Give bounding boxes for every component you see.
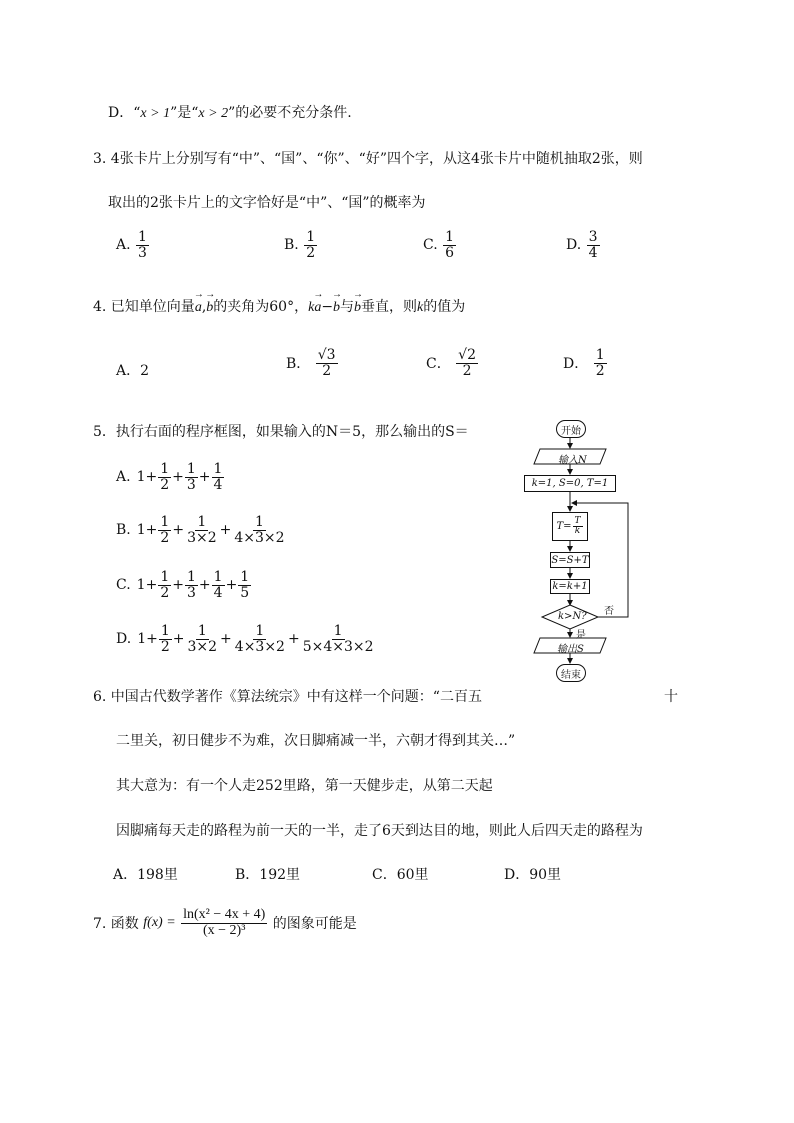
- fraction: [304, 230, 317, 260]
- q7-stem: [93, 908, 357, 938]
- option-label: A.: [116, 237, 131, 254]
- numerator: 1: [138, 229, 147, 245]
- plus-sign: +: [287, 631, 300, 648]
- q6-line1: 6. 中国古代数学著作《算法统宗》中有这样一个问题：“二百五: [93, 689, 482, 705]
- denominator: 2: [160, 476, 170, 493]
- fraction: [158, 570, 171, 600]
- denominator: 2: [322, 362, 332, 379]
- flowchart-start: 开始: [556, 420, 586, 438]
- plus-sign: +: [146, 631, 158, 648]
- option-value: 2: [140, 363, 150, 379]
- vector-b: → b: [333, 300, 340, 315]
- function-fraction: [181, 908, 267, 938]
- denominator: 2: [160, 638, 170, 655]
- numerator: 1: [213, 461, 223, 477]
- fraction: [158, 515, 171, 545]
- numerator: 1: [186, 569, 196, 585]
- fraction: [136, 230, 149, 260]
- q4-option-c: [426, 348, 479, 378]
- numerator: 1: [254, 514, 264, 530]
- q6-line3: 其大意为：有一个人走252里路，第一天健步走，从第二天起: [116, 778, 493, 794]
- numerator: 1: [240, 569, 250, 585]
- q6-option-d: D．90里: [504, 867, 562, 883]
- denominator: k: [574, 526, 581, 536]
- flowchart-t-assign: [552, 512, 588, 541]
- option-label: B.: [284, 237, 299, 254]
- fraction: [212, 570, 225, 600]
- denominator: 4: [588, 244, 598, 261]
- option-label: A．: [116, 363, 141, 379]
- fraction: [212, 462, 225, 492]
- q6-line1-tail: 十: [664, 689, 678, 705]
- plus-sign: +: [198, 577, 211, 594]
- fraction: [316, 348, 338, 378]
- plus-sign: +: [220, 631, 232, 648]
- q3-options: [116, 230, 636, 272]
- flowchart-condition: k>N?: [558, 611, 587, 622]
- numerator: ln(x² − 4x + 4): [183, 907, 266, 922]
- plus-sign: +: [219, 522, 232, 539]
- option-label: B.: [116, 522, 131, 539]
- fraction: [186, 624, 220, 654]
- option-label: C.: [423, 237, 438, 254]
- q3-option-a: [116, 230, 150, 260]
- program-flowchart: [520, 418, 640, 686]
- denominator: 3: [186, 584, 196, 601]
- text: 是: [177, 105, 192, 121]
- denominator: 4×3×2: [234, 638, 285, 655]
- flowchart-input: 输入N: [558, 455, 587, 466]
- q6-option-b: B．192里: [235, 867, 301, 883]
- plus-sign: +: [172, 631, 185, 648]
- q4-option-b: [286, 348, 339, 378]
- term-one: 1: [136, 522, 146, 539]
- numerator: √2: [458, 347, 476, 363]
- plus-sign: +: [145, 577, 158, 594]
- numerator: 1: [160, 461, 170, 477]
- k-variable: k: [308, 300, 315, 315]
- q6-line2: 二里关，初日健步不为难，次日脚痛减一半，六朝才得到其关…”: [116, 733, 516, 749]
- k-variable: k: [417, 300, 424, 315]
- text: ,: [201, 299, 207, 315]
- flowchart-s-assign: S=S+T: [550, 552, 590, 568]
- fraction: [301, 624, 376, 654]
- plus-sign: +: [198, 469, 211, 486]
- q5-option-b: [116, 515, 288, 545]
- numerator: √3: [317, 347, 336, 363]
- numerator: T: [574, 515, 581, 526]
- denominator: 3×2: [187, 638, 218, 655]
- q4-option-d: [563, 348, 608, 378]
- q4-options: [116, 348, 616, 390]
- plus-sign: +: [172, 577, 184, 594]
- q2-option-d: D．“x > 1”是“x > 2”的必要不充分条件.: [108, 105, 352, 121]
- q4-option-a: [116, 360, 149, 380]
- vector-b: → b: [206, 300, 213, 315]
- term-one: 1: [136, 469, 146, 486]
- minus-sign: −: [321, 299, 334, 315]
- term-one: 1: [137, 631, 147, 648]
- text: 的必要不充分条件.: [235, 105, 352, 121]
- text: 垂直，则: [361, 299, 418, 315]
- denominator: 2: [160, 584, 170, 601]
- numerator: 1: [445, 229, 455, 245]
- option-label: D．: [563, 356, 589, 373]
- q3-option-c: [423, 230, 457, 260]
- numerator: 1: [255, 623, 265, 639]
- q6-option-a: A．198里: [113, 867, 178, 883]
- vector-a: → a: [314, 300, 321, 315]
- fraction: [587, 230, 600, 260]
- fraction: [185, 462, 198, 492]
- option-label: D.: [566, 237, 582, 254]
- q5-option-a: [116, 462, 225, 492]
- q6-line4: 因脚痛每天走的路程为前一天的一半，走了6天到达目的地，则此人后四天走的路程为: [116, 823, 643, 839]
- math-expression: x > 2: [198, 106, 229, 121]
- numerator: 1: [197, 623, 207, 639]
- option-label: A.: [116, 469, 131, 486]
- vector-a: → a: [195, 300, 202, 315]
- q5-option-c: [116, 570, 252, 600]
- denominator: 2: [595, 362, 605, 379]
- text: 的图象可能是: [272, 916, 357, 933]
- numerator: 3: [588, 229, 598, 245]
- math-expression: x > 1: [140, 106, 171, 121]
- fraction: [233, 624, 287, 654]
- flowchart-output: 输出S: [557, 644, 584, 655]
- fraction: [238, 570, 251, 600]
- text: T=: [556, 521, 572, 532]
- text: 7. 函数: [93, 916, 139, 933]
- numerator: 1: [197, 514, 207, 530]
- text: 4. 已知单位向量: [93, 299, 195, 315]
- q3-stem-line2: 取出的2张卡片上的文字恰好是“中”、“国”的概率为: [108, 195, 426, 211]
- denominator: 3: [138, 244, 147, 261]
- option-label: D．: [108, 105, 134, 121]
- flowchart-end: 结束: [556, 664, 586, 682]
- fraction: [232, 515, 286, 545]
- denominator: 4: [213, 476, 223, 493]
- fraction: [158, 462, 171, 492]
- fraction: [185, 515, 219, 545]
- q3-stem-line1: 3. 4张卡片上分别写有“中”、“国”、“你”、“好”四个字，从这4张卡片中随机抽取2张，则: [93, 151, 643, 167]
- q3-option-d: [566, 230, 601, 260]
- q5-stem: 5．执行右面的程序框图，如果输入的N＝5，那么输出的S＝: [93, 424, 469, 440]
- fraction: [443, 230, 456, 260]
- text: 与: [340, 299, 355, 315]
- denominator: 3×2: [187, 529, 217, 546]
- option-label: D.: [116, 631, 132, 648]
- denominator: 5: [240, 584, 250, 601]
- fraction: [159, 624, 172, 654]
- denominator: 4: [213, 584, 223, 601]
- denominator: 2: [306, 244, 316, 261]
- denominator: 2: [160, 529, 170, 546]
- option-label: B．: [286, 356, 311, 373]
- fraction: [573, 517, 583, 537]
- q5-option-d: [116, 624, 377, 654]
- q6-option-c: C．60里: [372, 867, 429, 883]
- flowchart-k-assign: k=k+1: [550, 579, 590, 594]
- plus-sign: +: [172, 469, 184, 486]
- numerator: 1: [306, 229, 316, 245]
- fraction: [456, 348, 478, 378]
- plus-sign: +: [225, 577, 238, 594]
- text: 的夹角为60°，: [213, 299, 309, 315]
- numerator: 1: [160, 623, 170, 639]
- denominator: (x − 2)³: [202, 922, 246, 938]
- plus-sign: +: [145, 522, 158, 539]
- denominator: 5×4×3×2: [302, 638, 374, 655]
- flowchart-no-label: 否: [604, 606, 614, 617]
- option-label: C．: [426, 356, 451, 373]
- q3-option-b: [284, 230, 318, 260]
- term-one: 1: [136, 577, 146, 594]
- plus-sign: +: [145, 469, 158, 486]
- fraction: [185, 570, 198, 600]
- text: 的值为: [423, 299, 466, 315]
- fraction: [594, 348, 607, 378]
- numerator: 1: [595, 347, 605, 363]
- q4-stem: [93, 296, 465, 316]
- denominator: 4×3×2: [234, 529, 285, 546]
- option-label: C.: [116, 577, 131, 594]
- numerator: 1: [160, 514, 170, 530]
- numerator: 1: [213, 569, 223, 585]
- denominator: 2: [462, 362, 472, 379]
- numerator: 1: [160, 569, 170, 585]
- vector-b: → b: [354, 300, 361, 315]
- denominator: 6: [445, 244, 455, 261]
- numerator: 1: [333, 623, 343, 639]
- flowchart-yes-label: 是: [576, 630, 586, 641]
- numerator: 1: [186, 461, 196, 477]
- plus-sign: +: [172, 522, 185, 539]
- function-name: f(x) =: [143, 915, 176, 931]
- denominator: 3: [186, 476, 196, 493]
- flowchart-init: k=1, S=0, T=1: [524, 475, 616, 492]
